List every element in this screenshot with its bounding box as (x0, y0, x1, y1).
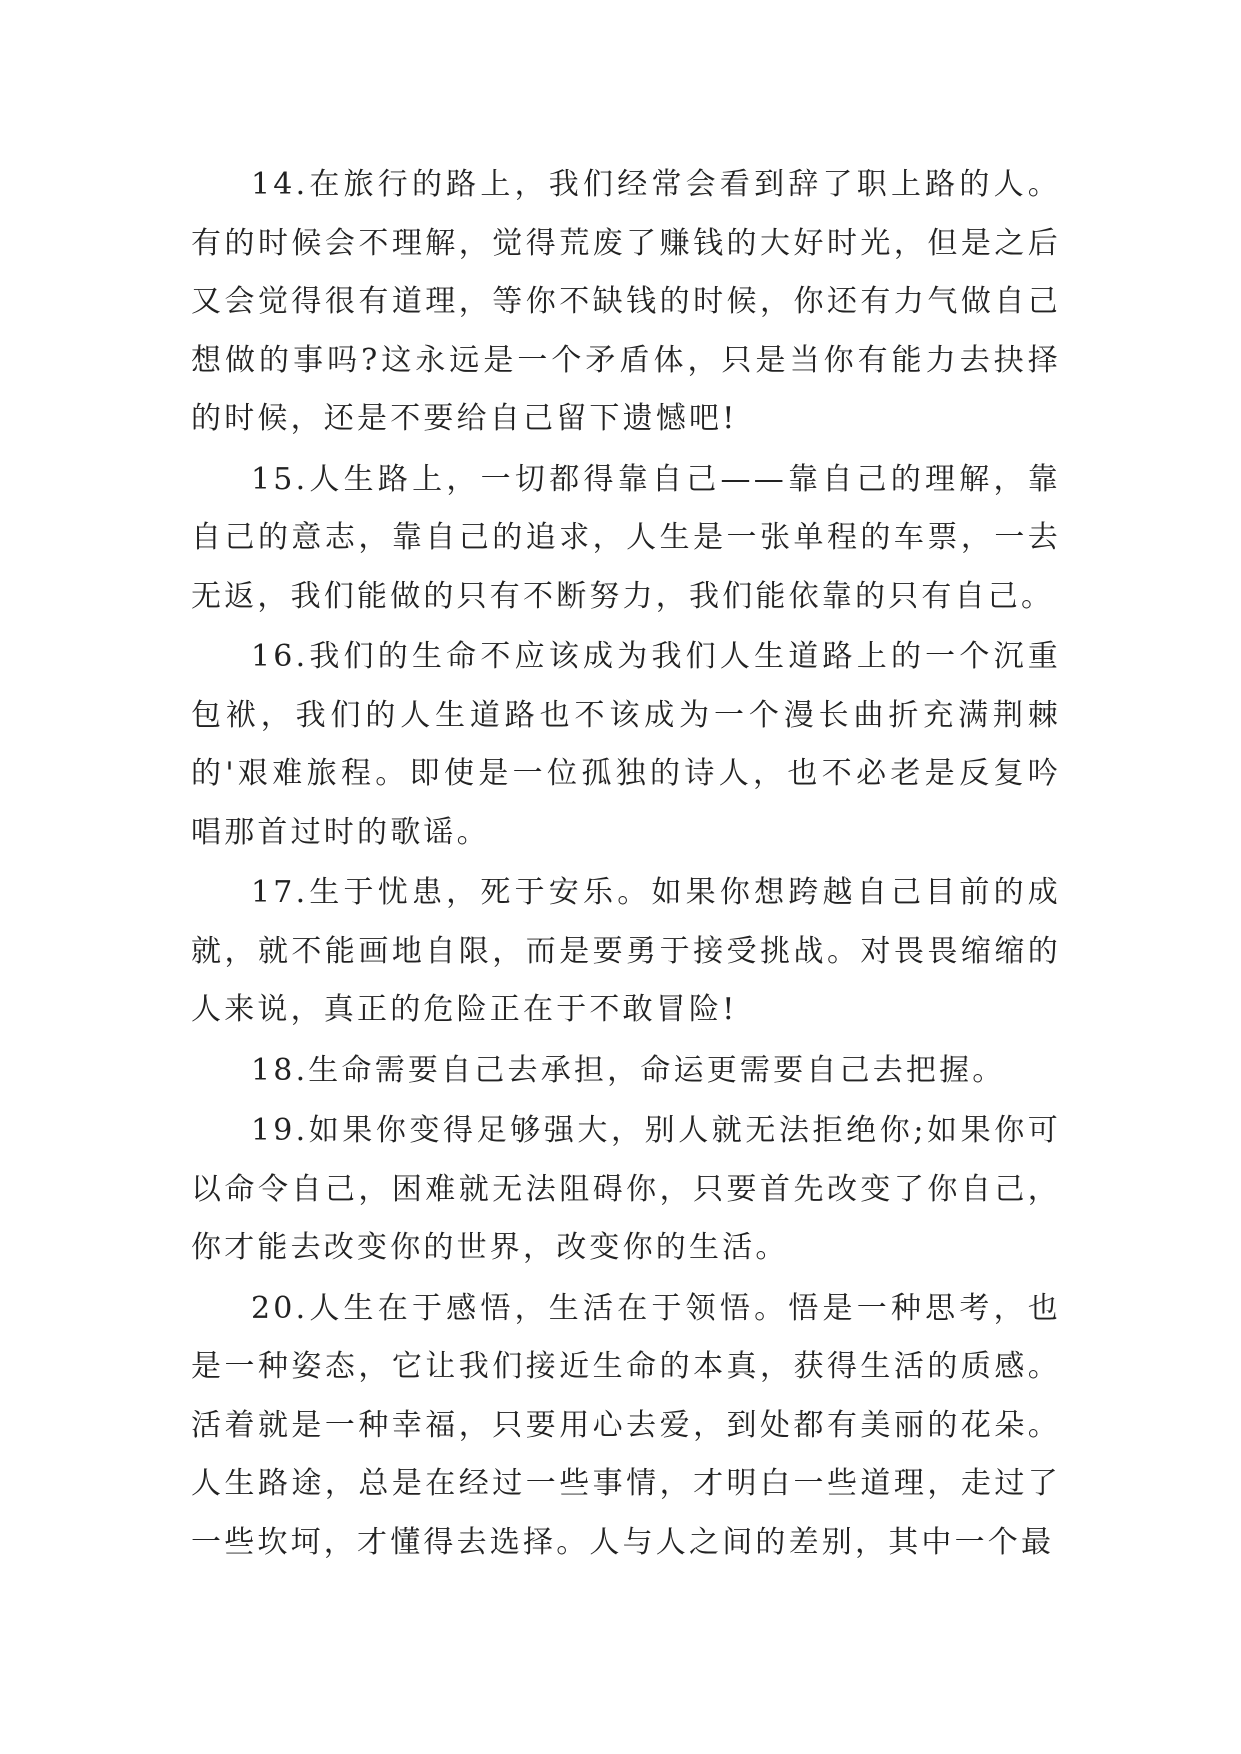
document-body (191, 156, 1061, 1574)
paragraph-17: 17.生于忧患，死于安乐。如果你想跨越自己目前的成就，就不能画地自限，而是要勇于接受挑战。对畏畏缩缩的人来说，真正的危险正在于不敢冒险! (191, 875, 1061, 1027)
paragraph-15: 15.人生路上，一切都得靠自己——靠自己的理解，靠自己的意志，靠自己的追求，人生是一张单程的车票，一去无返，我们能做的只有不断努力，我们能依靠的只有自己。 (191, 461, 1061, 614)
paragraph-16: 16.我们的生命不应该成为我们人生道路上的一个沉重包袱，我们的人生道路也不该成为一个漫长曲折充满荆棘的'艰难旅程。即使是一位孤独的诗人，也不必老是反复吟唱那首过时的歌谣。 (191, 639, 1061, 850)
paragraph-14: 14.在旅行的路上，我们经常会看到辞了职上路的人。有的时候会不理解，觉得荒废了赚钱的大好时光，但是之后又会觉得很有道理，等你不缺钱的时候，你还有力气做自己想做的事吗?这永远是一个矛盾体，只是当你有能力去抉择的时候，还是不要给自己留下遗憾吧! (191, 167, 1061, 436)
paragraph-19: 19.如果你变得足够强大，别人就无法拒绝你;如果你可以命令自己，困难就无法阻碍你，只要首先改变了你自己，你才能去改变你的世界，改变你的生活。 (191, 1113, 1061, 1265)
paragraph-18: 18.生命需要自己去承担，命运更需要自己去把握。 (251, 1052, 1006, 1088)
paragraph-20: 20.人生在于感悟，生活在于领悟。悟是一种思考，也是一种姿态，它让我们接近生命的本真，获得生活的质感。活着就是一种幸福，只要用心去爱，到处都有美丽的花朵。人生路途，总是在经过一些事情，才明白一些道理，走过了一些坎坷，才懂得去选择。人与人之间的差别，其中一个最 (191, 1290, 1061, 1560)
